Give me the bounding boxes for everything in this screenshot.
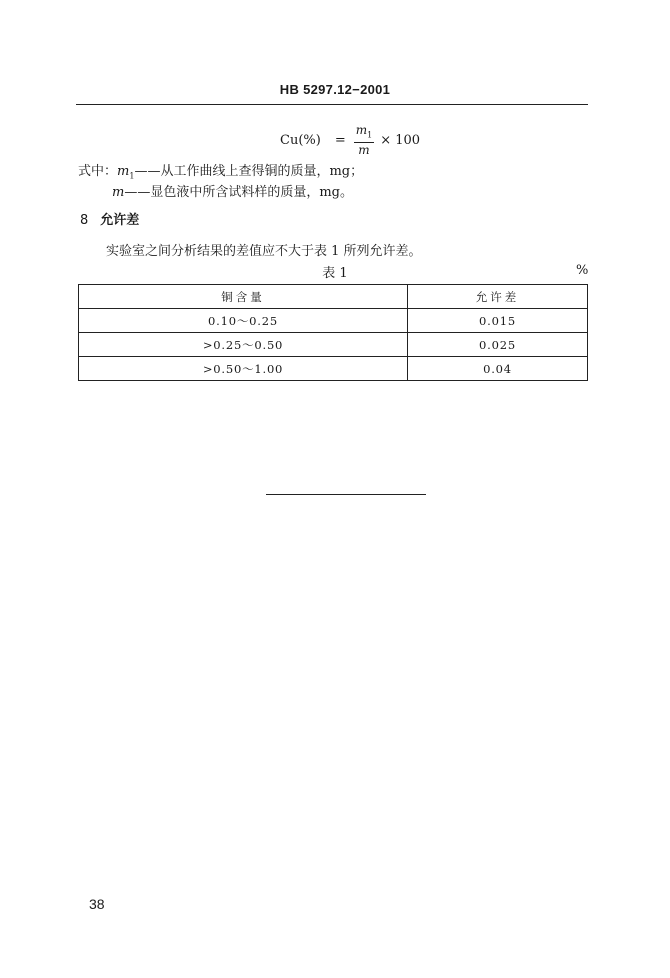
formula-multiplier: × 100 — [380, 132, 421, 148]
table-cell-range: >0.25～0.50 — [79, 333, 408, 357]
section-number: 8 — [80, 213, 89, 228]
table-row — [79, 357, 588, 381]
where-symbol-2: m — [112, 185, 125, 200]
tolerance-table — [78, 284, 588, 381]
table-cell-tolerance: 0.04 — [408, 357, 588, 381]
table-cell-range: 0.10～0.25 — [79, 309, 408, 333]
where-text-1: ——从工作曲线上查得铜的质量，mg； — [134, 164, 364, 179]
document-code-header: HB 5297.12−2001 — [279, 82, 391, 97]
body-paragraph: 实验室之间分析结果的差值应不大于表 1 所列允许差。 — [106, 244, 422, 259]
table-title: 表 1 — [322, 266, 348, 281]
formula-equals: = — [334, 132, 346, 148]
header-tolerance: 允许差 — [408, 285, 588, 309]
formula-lhs: Cu(%) — [280, 132, 321, 148]
table-cell-range: >0.50～1.00 — [79, 357, 408, 381]
header-rule — [76, 104, 588, 105]
where-line-1 — [78, 160, 363, 181]
where-line-2 — [112, 181, 353, 200]
end-of-document-rule — [266, 494, 426, 495]
table-cell-tolerance: 0.015 — [408, 309, 588, 333]
formula-numerator: $m_1$ — [354, 123, 374, 143]
table-header-row — [79, 285, 588, 309]
section-title: 允许差 — [100, 213, 140, 228]
table-cell-tolerance: 0.025 — [408, 333, 588, 357]
table-unit: % — [576, 263, 589, 278]
formula-denominator: m — [358, 143, 370, 158]
where-text-2: ——显色液中所含试料样的质量，mg。 — [124, 185, 353, 200]
table-row — [79, 309, 588, 333]
header-copper-content: 铜含量 — [79, 285, 408, 309]
section-heading — [80, 209, 139, 228]
table-row — [79, 333, 588, 357]
where-symbol-1: $m_1$ — [117, 164, 135, 181]
copper-formula — [280, 122, 420, 158]
where-prefix: 式中： — [78, 164, 118, 179]
page-number: 38 — [89, 896, 105, 912]
formula-fraction — [354, 123, 374, 157]
